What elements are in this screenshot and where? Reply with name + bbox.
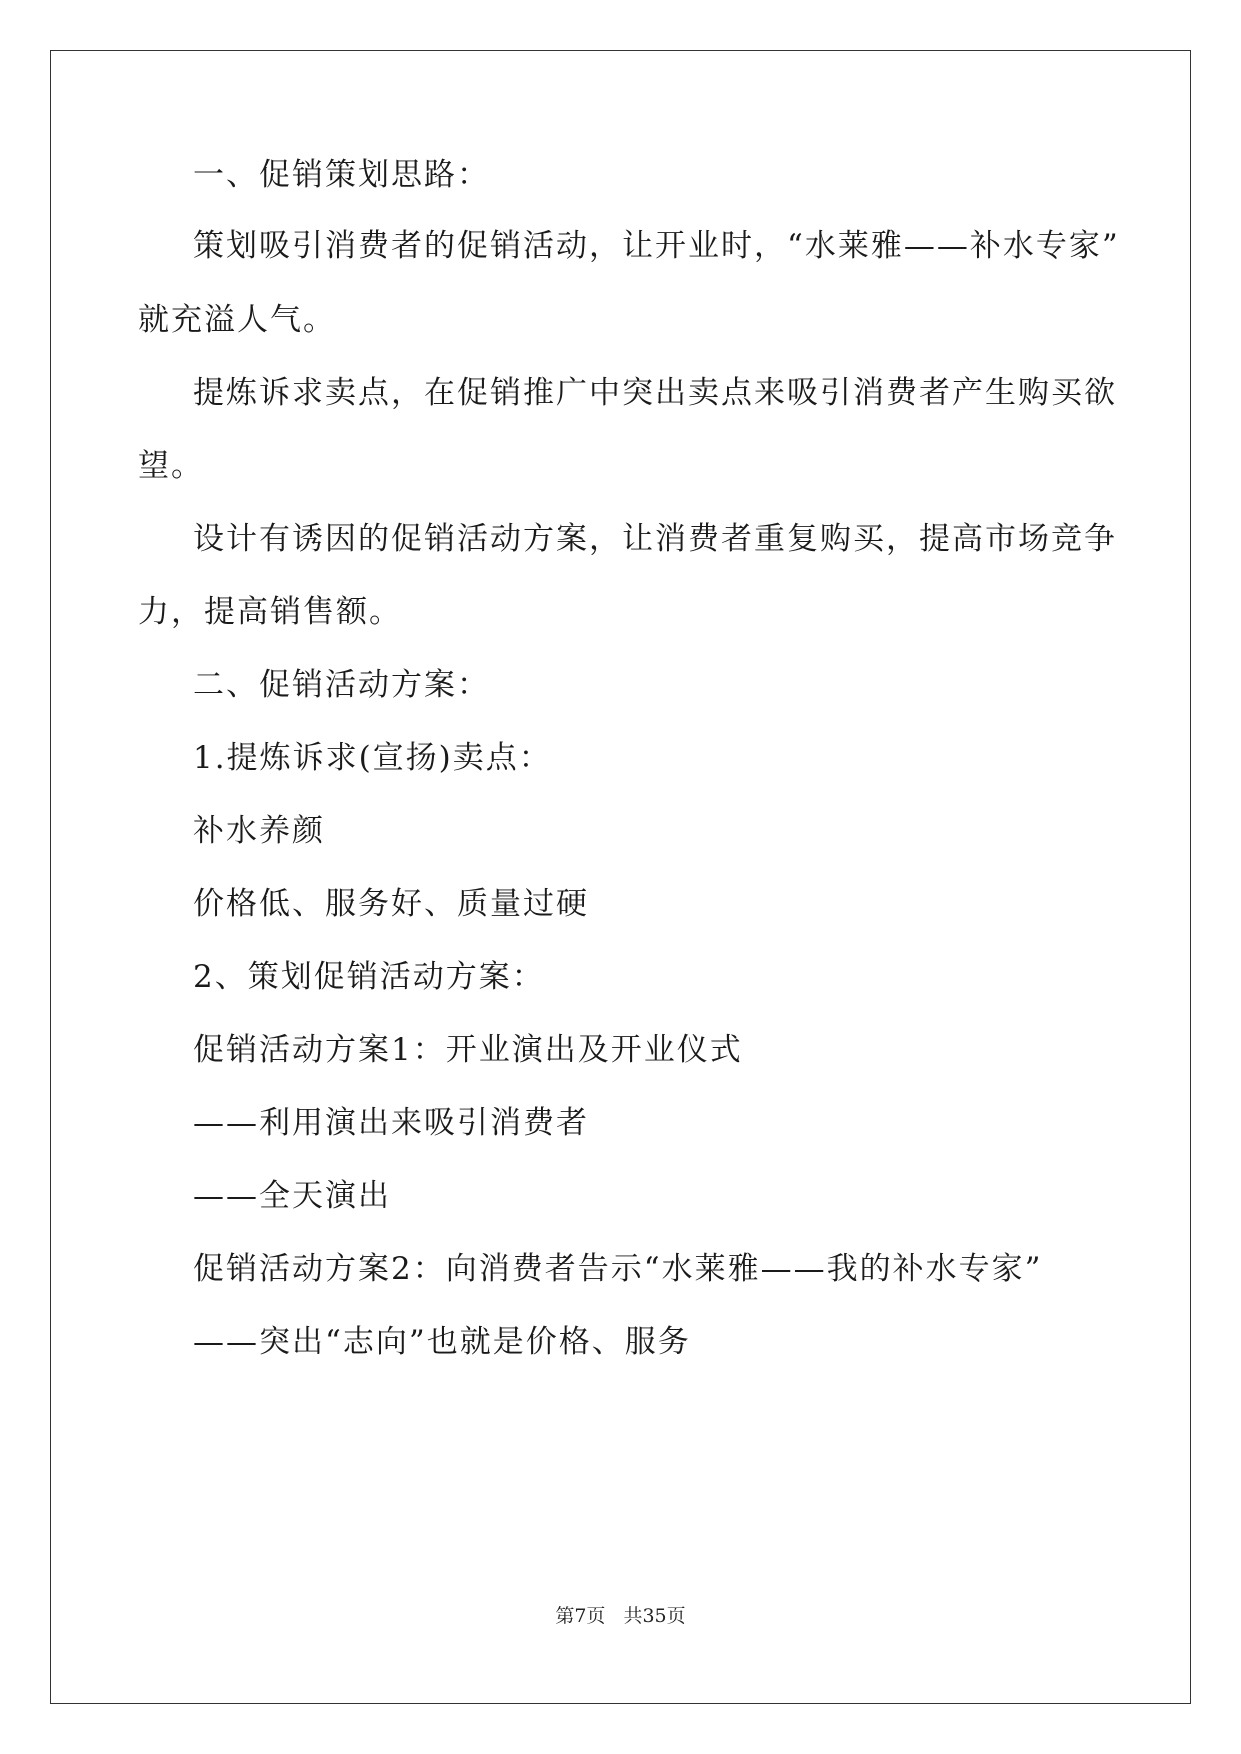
paragraph-line: 就充溢人气。 — [138, 302, 336, 338]
paragraph-line: 设计有诱因的促销活动方案，让消费者重复购买，提高市场竞争 — [193, 521, 1117, 557]
page-total: 共35页 — [623, 1605, 686, 1627]
list-item: 促销活动方案1：开业演出及开业仪式 — [193, 1032, 743, 1068]
list-item: 1.提炼诉求(宣扬)卖点： — [193, 740, 552, 776]
list-item: 价格低、服务好、质量过硬 — [193, 886, 589, 922]
list-item: ——突出“志向”也就是价格、服务 — [193, 1324, 691, 1360]
page-number: 第7页 — [555, 1605, 606, 1627]
paragraph-line: 提炼诉求卖点，在促销推广中突出卖点来吸引消费者产生购买欲 — [193, 375, 1117, 411]
paragraph-line: 策划吸引消费者的促销活动，让开业时，“水莱雅——补水专家” — [193, 228, 1120, 264]
paragraph-line: 望。 — [138, 448, 204, 484]
page-footer — [0, 1601, 1241, 1628]
section-heading-1: 一、促销策划思路： — [193, 157, 490, 193]
section-heading-2: 二、促销活动方案： — [193, 667, 490, 703]
page-border — [50, 50, 1191, 1704]
list-item: ——全天演出 — [193, 1178, 391, 1214]
list-item: ——利用演出来吸引消费者 — [193, 1105, 589, 1141]
list-item: 促销活动方案2：向消费者告示“水莱雅——我的补水专家” — [193, 1251, 1043, 1287]
list-item: 2、策划促销活动方案： — [193, 959, 545, 995]
list-item: 补水养颜 — [193, 813, 325, 849]
paragraph-line: 力，提高销售额。 — [138, 594, 402, 630]
